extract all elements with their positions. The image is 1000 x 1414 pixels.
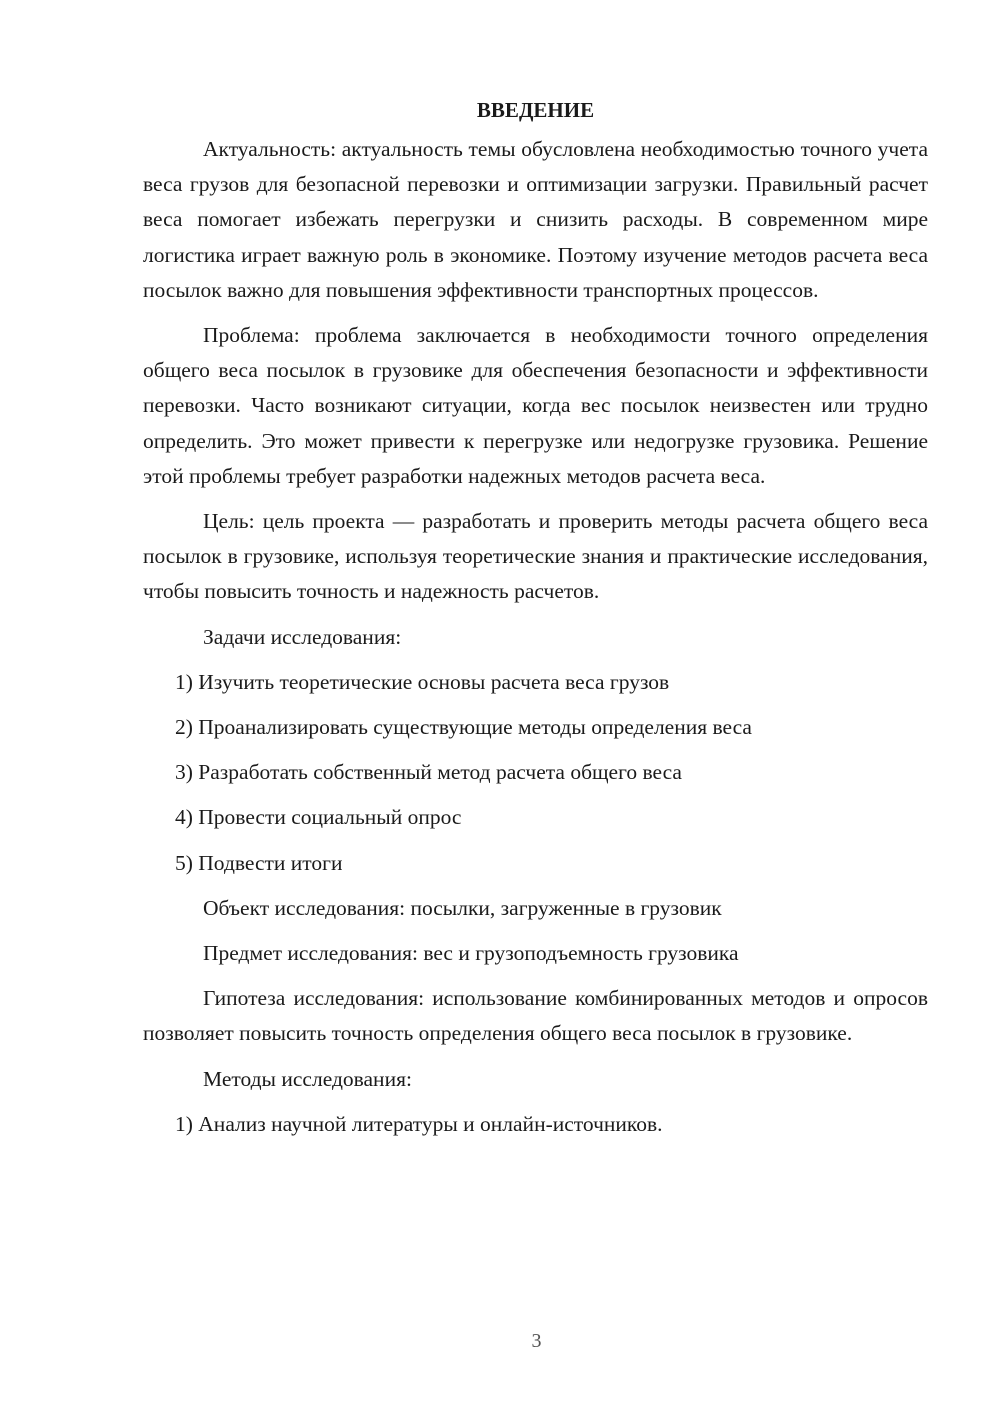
methods-heading: Методы исследования: [203, 1066, 412, 1091]
section-title: ВВЕДЕНИЕ [476, 98, 595, 122]
document-page [143, 92, 928, 1152]
problem-paragraph: Проблема: проблема заключается в необходимости точного определения общего веса посылок в грузовике для обеспечения безопасности и эффективности перевозки. Часто возникают ситуации, когда вес посылок неизвестен или трудно определить. Это может привести к перегрузке или недогрузке грузовика. Решение этой проблемы требует разработки надежных методов расчета веса. [143, 323, 928, 488]
goal-paragraph: Цель: цель проекта — разработать и проверить методы расчета общего веса посылок в грузовике, используя теоретические знания и практические исследования, чтобы повысить точность и надежность расчетов. [143, 509, 928, 604]
relevance-paragraph: Актуальность: актуальность темы обусловлена необходимостью точного учета веса грузов для безопасной перевозки и оптимизации загрузки. Правильный расчет веса помогает избежать перегрузки и снизить расходы. В современном мире логистика играет важную роль в экономике. Поэтому изучение методов расчета веса посылок важно для повышения эффективности транспортных процессов. [143, 137, 928, 302]
research-object: Объект исследования: посылки, загруженные в грузовик [203, 895, 722, 920]
task-item-4: 4) Провести социальный опрос [175, 805, 462, 830]
method-item-1: 1) Анализ научной литературы и онлайн-источников. [175, 1111, 663, 1136]
task-item-2: 2) Проанализировать существующие методы определения веса [175, 715, 752, 740]
page-number: 3 [531, 1330, 542, 1352]
hypothesis-paragraph: Гипотеза исследования: использование комбинированных методов и опросов позволяет повысить точность определения общего веса посылок в грузовике. [143, 986, 928, 1046]
tasks-heading: Задачи исследования: [203, 624, 402, 649]
task-item-3: 3) Разработать собственный метод расчета общего веса [175, 760, 682, 785]
task-item-5: 5) Подвести итоги [175, 850, 343, 875]
task-item-1: 1) Изучить теоретические основы расчета веса грузов [175, 669, 670, 694]
research-subject: Предмет исследования: вес и грузоподъемность грузовика [203, 941, 739, 966]
